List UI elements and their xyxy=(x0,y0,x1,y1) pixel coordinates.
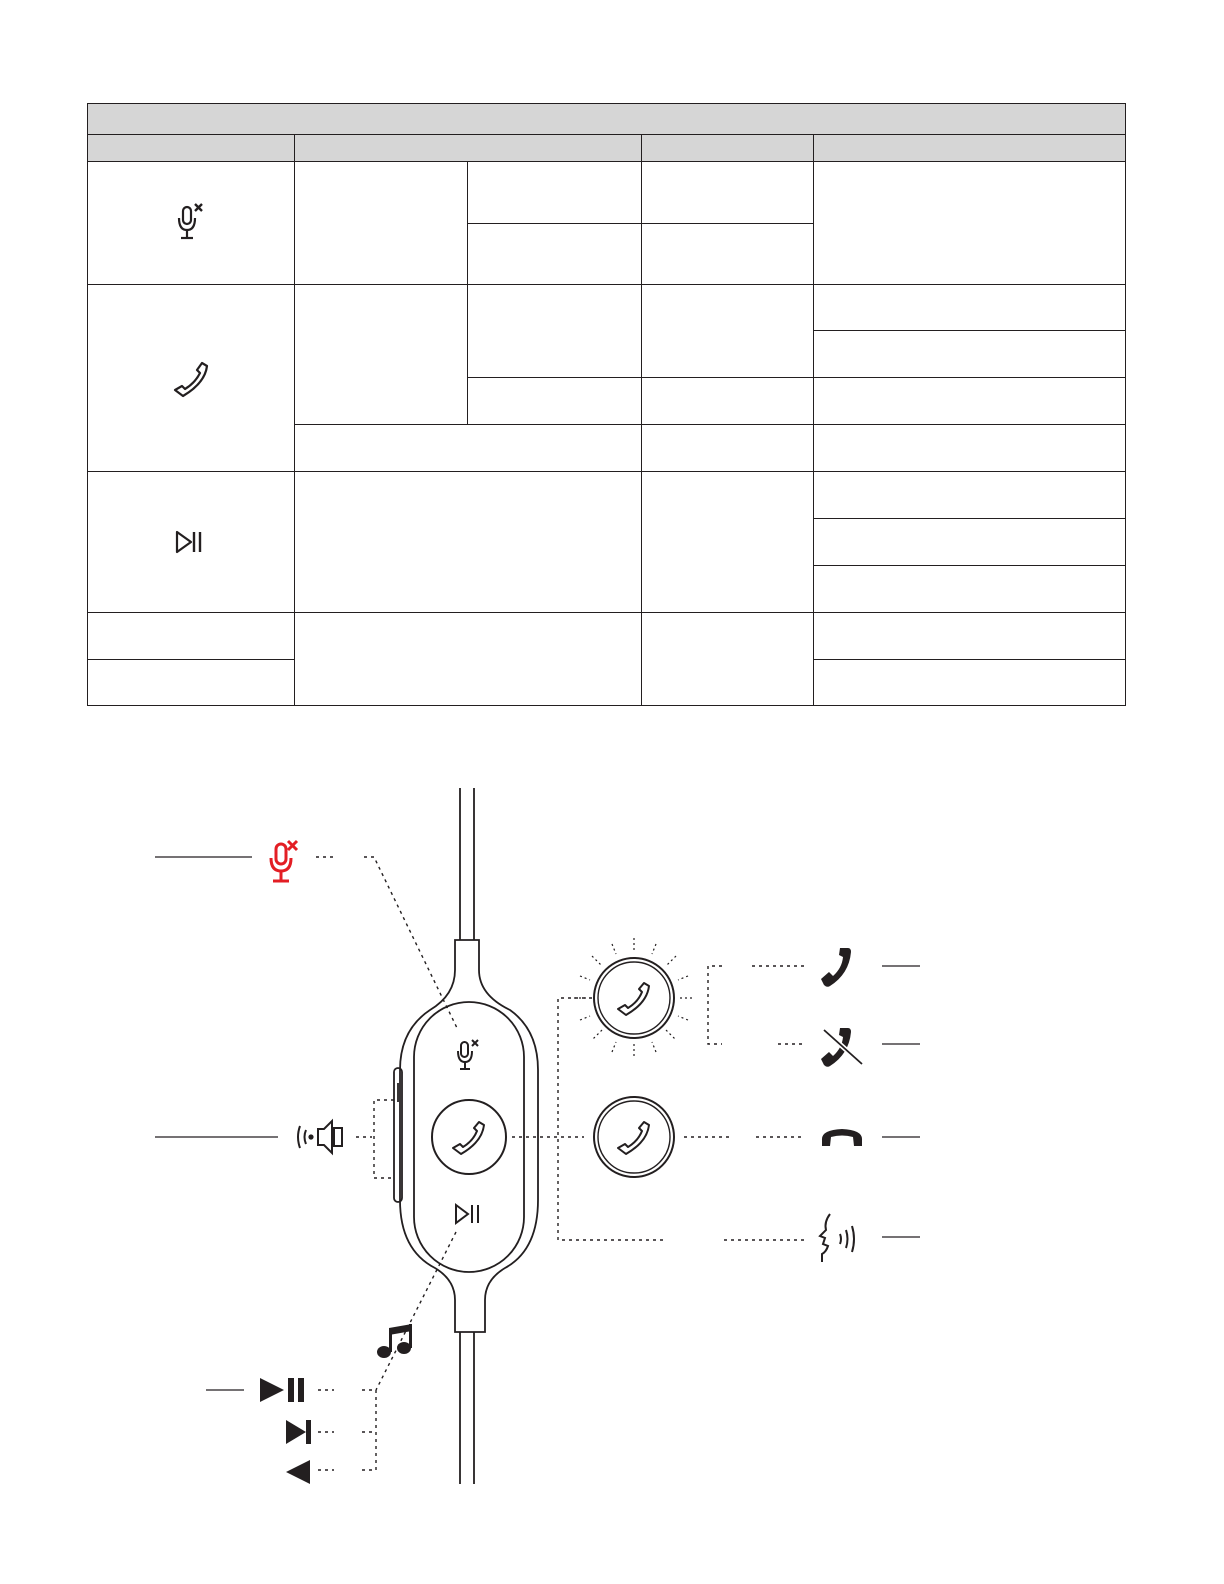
call-button-icon xyxy=(453,1122,484,1154)
controller-body xyxy=(394,940,538,1332)
next-track-icon xyxy=(286,1420,311,1444)
end-call-icon xyxy=(822,1129,862,1146)
speaker-volume-icon xyxy=(298,1121,342,1153)
controller-play-pause-button[interactable] xyxy=(456,1205,478,1223)
voice-assistant-icon xyxy=(820,1214,854,1262)
incoming-call-icon xyxy=(821,948,851,987)
controller-call-button[interactable] xyxy=(432,1100,506,1174)
cable xyxy=(460,788,474,1484)
media-callout xyxy=(206,1232,456,1484)
controller-mute-button[interactable] xyxy=(458,1040,478,1069)
decline-call-icon xyxy=(821,1028,862,1067)
call-button-active xyxy=(594,1097,674,1177)
play-pause-filled-icon xyxy=(260,1378,304,1402)
mic-mute-red-icon xyxy=(271,841,297,881)
call-callouts xyxy=(512,938,920,1262)
mute-callout xyxy=(155,841,458,1030)
volume-callout xyxy=(155,1100,394,1178)
previous-track-icon xyxy=(286,1460,310,1484)
